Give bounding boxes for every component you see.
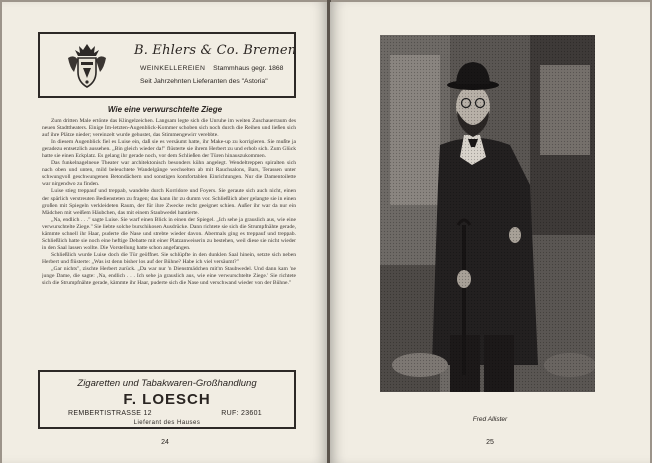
page-number-left: 24 — [161, 439, 169, 446]
story-paragraph: Das funkelnagelneue Theater war architektonisch besonders kühn angelegt. Wendeltreppen spiralten sich nach oben und unten, mild beleuchtete Wandelgänge wechselten ab mit Rauchsalons, Bars, Terassen unter schwungvoll geschwungenen Betondächern und sonstigen komfortablen Einrichtungen. Nur die Damentoilette war nirgendwo zu finden. — [42, 160, 296, 188]
ehlers-advertisement — [38, 32, 296, 98]
story-paragraph: „Na, endlich . . ." sagte Luise. Sie warf einen Blick in einen der Spiegel. „Ich sehe ja grauslich aus, wie eine verwurschtelte Ziege." Sie liebte solche burschikosen Ausdrücke. Dann richtete sie sich die Strumpfnähte gerade, kämmte schnell ihr Haar, puderte die Nase und strebte wieder davon. Abermals ging es treppauf und treppab. Schließlich hatte sie noch eine heftige Debatte mit einer Platzanweiserin zu bestehen, weil diese sie nicht wieder in den Saal lassen wollte. Die Vorstellung hatte schon angefangen. — [42, 216, 296, 251]
story-paragraph: Luise stieg treppauf und treppab, wandelte durch Korridore und Foyers. Sie geraute sich auch nicht, einen der spärlich verstreuten Bediensteten zu fragen; das kann ihr zu dumm vor. Schließlich aber gelangte sie in einen großen mit Spiegeln verkleideten Raum, der für ihre Zwecke recht geeignet schien. Außer ihr war da nur ein Mädchen mit weißem Häubchen, das mit einem Staubwedel hantierte. — [42, 188, 296, 216]
loesch-tagline: Lieferant des Hauses — [133, 420, 201, 426]
ehlers-company-name: B. Ehlers & Co. Bremen — [134, 43, 297, 58]
photo-caption: Fred Allister — [472, 416, 508, 423]
loesch-address: REMBERTISTRASSE 12 — [68, 410, 152, 417]
loesch-advertisement — [38, 370, 296, 429]
story-paragraph: In diesem Augenblick fiel es Luise ein, daß sie es versäumt hatte, ihr Make-up zu korrigieren. Sie mußte ja geradezu entsetzlich aussehen. „Bin gleich wieder da!" flüsterte sie ihrem Herbert zu und erhob sich. Zum Glück hatte sie einen Eckplatz. Es gelang ihr gerade noch, vor dem Schließen der Türen hinauszukommen. — [42, 139, 296, 160]
page-number-right: 25 — [486, 439, 494, 446]
portrait-photo — [380, 35, 595, 392]
story-body — [42, 118, 296, 371]
ehlers-business-type: WEINKELLEREIEN — [140, 65, 206, 72]
coat-of-arms-icon — [64, 42, 110, 90]
story-paragraph: Zum dritten Male ertönte das Klingelzeichen. Langsam legte sich die Unruhe im weiten Zuschauerraum des neuen Stadttheaters. Einige Im-letzten-Augenblick-Kommer schoben sich noch durch die Reihen und ließen sich auf ihre Plätze nieder; vereinzelt wurde gehustet, das Stimmengewirr verebbte. — [42, 118, 296, 139]
ehlers-founded: Stammhaus gegr. 1868 — [213, 65, 284, 72]
story-title: Wie eine verwurschtelte Ziege — [107, 105, 223, 114]
ehlers-supplier-line: Seit Jahrzehnten Lieferanten des "Astoria" — [140, 78, 268, 85]
loesch-company-name: F. LOESCH — [123, 391, 211, 408]
loesch-phone: RUF: 23601 — [221, 410, 262, 417]
portrait-photo-icon — [380, 35, 595, 392]
left-page — [2, 2, 328, 463]
story-paragraph: Schließlich wurde Luise doch die Tür geöffnet. Sie schlüpfte in den dunklen Saal hinein, setzte sich neben Herbert und flüsterte: „Was ist denn bisher los auf der Bühne? Habe ich viel versäumt?" — [42, 251, 296, 265]
story-paragraph: „Gar nichts", zischte Herbert zurück. „Da war nur 'n Dienstmädchen mit'm Staubwedel. Und dann kam 'ne junge Dame, die sagte: ‚Na, endlich . . . Ich sehe ja grauslich aus, wie eine verwurschtelte Ziege.' Sie richtete sich die Strumpfnähte gerade, kämmte ihr Haar, puderte sich die Nase und verschwand wieder von der Bühne." — [42, 265, 296, 287]
ehlers-business-line — [140, 65, 283, 72]
loesch-heading: Zigaretten und Tabakwaren-Großhandlung — [77, 378, 257, 389]
right-page — [330, 2, 650, 463]
